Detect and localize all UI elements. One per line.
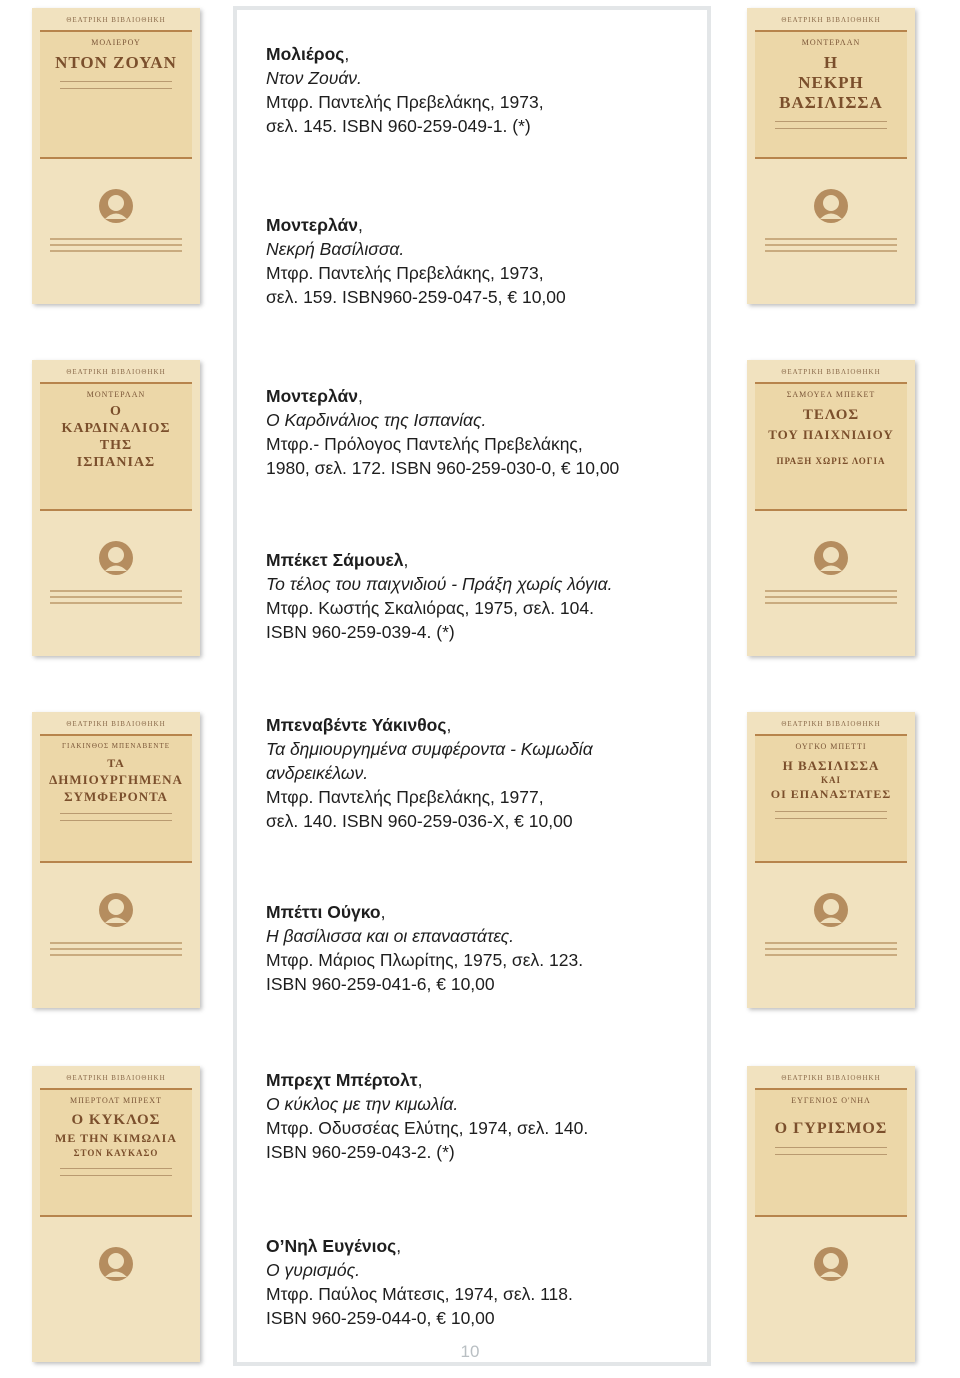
cover-author: ΣΑΜΟΥΕΛ ΜΠΕΚΕΤ xyxy=(786,390,876,399)
cover-series: ΘΕΑΤΡΙΚΗ ΒΙΒΛΙΟΘΗΚΗ xyxy=(66,720,166,728)
page-number: 10 xyxy=(440,1342,500,1362)
cover-author: ΜΟΝΤΕΡΛΑΝ xyxy=(801,38,861,47)
entry-details: ISBN 960-259-043-2. (*) xyxy=(266,1142,455,1162)
cover-title-line: ΣΤΟΝ ΚΑΥΚΑΣΟ xyxy=(73,1148,159,1158)
cover-title-line: ΟΙ ΕΠΑΝΑΣΤΑΤΕΣ xyxy=(770,787,892,801)
cover-publisher-block xyxy=(50,234,182,256)
book-entry: Μοντερλάν, Νεκρή Βασίλισσα. Μτφρ. Παντελής Πρεβελάκης, 1973, σελ. 159. ISBN960-259-047-5, € 10,00 xyxy=(266,213,666,309)
book-entry: Μοντερλάν, Ο Καρδινάλιος της Ισπανίας. Μτφρ.- Πρόλογος Παντελής Πρεβελάκης, 1980, σελ. 172. ISBN 960-259-030-0, € 10,00 xyxy=(266,384,666,480)
entry-details: Μτφρ. Κωστής Σκαλιόρας, 1975, σελ. 104. xyxy=(266,598,594,618)
entry-details: Μτφρ. Οδυσσέας Ελύτης, 1974, σελ. 140. xyxy=(266,1118,589,1138)
entry-details: Μτφρ. Παντελής Πρεβελάκης, 1973, xyxy=(266,92,544,112)
cover-title-line: ΚΑΡΔΙΝΑΛΙΟΣ xyxy=(61,421,171,436)
book-cover xyxy=(747,712,915,1008)
cover-subtitle-rule xyxy=(775,121,887,129)
cover-series: ΘΕΑΤΡΙΚΗ ΒΙΒΛΙΟΘΗΚΗ xyxy=(781,720,881,728)
cover-author: ΜΠΕΡΤΟΛΤ ΜΠΡΕΧΤ xyxy=(70,1096,162,1105)
cover-series: ΘΕΑΤΡΙΚΗ ΒΙΒΛΙΟΘΗΚΗ xyxy=(66,1074,166,1082)
cover-title-line: Ο ΓΥΡΙΣΜΟΣ xyxy=(774,1120,888,1137)
entry-title: Ο Καρδινάλιος της Ισπανίας. xyxy=(266,410,487,430)
entry-author: Μπρεχτ Μπέρτολτ xyxy=(266,1070,418,1090)
entry-title: Το τέλος του παιχνιδιού - Πράξη χωρίς λόγια. xyxy=(266,574,613,594)
cover-subtitle-rule xyxy=(60,1168,172,1176)
book-cover xyxy=(32,712,200,1008)
entry-author: Μπεναβέντε Υάκινθος xyxy=(266,715,447,735)
publisher-emblem-icon xyxy=(96,1244,136,1284)
cover-author: ΜΟΝΤΕΡΛΑΝ xyxy=(86,390,146,399)
cover-title-line: ΙΣΠΑΝΙΑΣ xyxy=(76,455,156,470)
book-cover xyxy=(32,360,200,656)
cover-publisher-block xyxy=(765,938,897,960)
entry-details: Μτφρ.- Πρόλογος Παντελής Πρεβελάκης, xyxy=(266,434,583,454)
book-entry: Μπρεχτ Μπέρτολτ, Ο κύκλος με την κιμωλία. Μτφρ. Οδυσσέας Ελύτης, 1974, σελ. 140. ISBN 960-259-043-2. (*) xyxy=(266,1068,666,1164)
entry-author: Μοντερλάν xyxy=(266,386,358,406)
entry-author: Μπέττι Ούγκο xyxy=(266,902,381,922)
cover-series: ΘΕΑΤΡΙΚΗ ΒΙΒΛΙΟΘΗΚΗ xyxy=(781,368,881,376)
entry-details: Μτφρ. Παύλος Μάτεσις, 1974, σελ. 118. xyxy=(266,1284,573,1304)
cover-title-line: ΝΕΚΡΗ ΒΑΣΙΛΙΣΣΑ xyxy=(779,73,883,112)
cover-subtitle-rule xyxy=(60,813,172,821)
entry-title: Ο κύκλος με την κιμωλία. xyxy=(266,1094,459,1114)
cover-title-line: ΜΕ ΤΗΝ ΚΙΜΩΛΙΑ xyxy=(55,1131,177,1145)
entry-title-continued: ανδρεικέλων. xyxy=(266,763,369,783)
book-cover xyxy=(747,360,915,656)
cover-title-line: Η ΒΑΣΙΛΙΣΣΑ xyxy=(782,758,880,773)
cover-title-line: ΣΥΜΦΕΡΟΝΤΑ xyxy=(64,789,168,804)
entry-title: Ο γυρισμός. xyxy=(266,1260,361,1280)
cover-title-line: ΔΗΜΙΟΥΡΓΗΜΕΝΑ xyxy=(49,772,183,787)
book-entry: Μπέκετ Σάμουελ, Το τέλος του παιχνιδιού - Πράξη χωρίς λόγια. Μτφρ. Κωστής Σκαλιόρας, 1975, σελ. 104. ISBN 960-259-039-4. (*) xyxy=(266,548,666,644)
cover-publisher-block xyxy=(765,234,897,256)
cover-title-line: ΚΑΙ xyxy=(820,775,841,785)
entry-details: Μτφρ. Παντελής Πρεβελάκης, 1973, xyxy=(266,263,544,283)
cover-subtitle-rule xyxy=(60,81,172,89)
entry-details: σελ. 140. ISBN 960-259-036-Χ, € 10,00 xyxy=(266,811,573,831)
entry-author: Μπέκετ Σάμουελ xyxy=(266,550,404,570)
entry-details: ISBN 960-259-039-4. (*) xyxy=(266,622,455,642)
entry-title: Ντον Ζουάν. xyxy=(266,68,362,88)
entry-author: Μοντερλάν xyxy=(266,215,358,235)
publisher-emblem-icon xyxy=(811,1244,851,1284)
entry-details: σελ. 145. ISBN 960-259-049-1. (*) xyxy=(266,116,531,136)
entry-title: Η βασίλισσα και οι επαναστάτες. xyxy=(266,926,514,946)
entry-details: σελ. 159. ISBN960-259-047-5, € 10,00 xyxy=(266,287,566,307)
entry-details: Μτφρ. Μάριος Πλωρίτης, 1975, σελ. 123. xyxy=(266,950,584,970)
book-cover xyxy=(747,8,915,304)
cover-author: ΟΥΓΚΟ ΜΠΕΤΤΙ xyxy=(795,742,867,751)
cover-series: ΘΕΑΤΡΙΚΗ ΒΙΒΛΙΟΘΗΚΗ xyxy=(781,16,881,24)
cover-subtitle-rule xyxy=(775,1147,887,1155)
cover-title-line: ΤΟΥ ΠΑΙΧΝΙΔΙΟΥ xyxy=(768,427,894,442)
cover-title-line: Η xyxy=(823,53,839,72)
publisher-emblem-icon xyxy=(811,186,851,226)
cover-publisher-block xyxy=(50,586,182,608)
publisher-emblem-icon xyxy=(96,890,136,930)
publisher-emblem-icon xyxy=(96,538,136,578)
entry-author: Μολιέρος xyxy=(266,44,345,64)
publisher-emblem-icon xyxy=(811,538,851,578)
book-cover xyxy=(32,8,200,304)
cover-title-line: ΤΕΛΟΣ xyxy=(802,407,860,423)
entry-details: ISBN 960-259-044-0, € 10,00 xyxy=(266,1308,495,1328)
publisher-emblem-icon xyxy=(96,186,136,226)
entry-details: Μτφρ. Παντελής Πρεβελάκης, 1977, xyxy=(266,787,544,807)
book-entry: Μπέττι Ούγκο, Η βασίλισσα και οι επαναστάτες. Μτφρ. Μάριος Πλωρίτης, 1975, σελ. 123. ISBN 960-259-041-6, € 10,00 xyxy=(266,900,666,996)
cover-author: ΜΟΛΙΕΡΟΥ xyxy=(91,38,141,47)
cover-series: ΘΕΑΤΡΙΚΗ ΒΙΒΛΙΟΘΗΚΗ xyxy=(781,1074,881,1082)
entry-details: 1980, σελ. 172. ISBN 960-259-030-0, € 10,00 xyxy=(266,458,620,478)
entry-title: Νεκρή Βασίλισσα. xyxy=(266,239,405,259)
cover-series: ΘΕΑΤΡΙΚΗ ΒΙΒΛΙΟΘΗΚΗ xyxy=(66,368,166,376)
cover-subtitle-rule xyxy=(775,811,887,819)
cover-title-line: ΤΑ xyxy=(107,756,125,770)
cover-publisher-block xyxy=(765,586,897,608)
cover-publisher-block xyxy=(50,938,182,960)
publisher-emblem-icon xyxy=(811,890,851,930)
book-cover xyxy=(747,1066,915,1362)
cover-title-line: Ο xyxy=(110,404,122,419)
cover-author: ΕΥΓΕΝΙΟΣ Ο'ΝΗΛ xyxy=(791,1096,871,1105)
cover-title-line: ΤΗΣ xyxy=(99,438,133,453)
book-entry: Μπεναβέντε Υάκινθος, Τα δημιουργημένα συμφέροντα - Κωμωδία ανδρεικέλων. Μτφρ. Παντελής Πρεβελάκης, 1977, σελ. 140. ISBN 960-259-036-Χ, € 10,00 xyxy=(266,713,666,833)
cover-title-line: ΝΤΟΝ ΖΟΥΑΝ xyxy=(55,53,177,72)
entry-author: Ο’Νηλ Ευγένιος xyxy=(266,1236,397,1256)
cover-title-line: ΠΡΑΞΗ ΧΩΡΙΣ ΛΟΓΙΑ xyxy=(776,456,886,466)
cover-series: ΘΕΑΤΡΙΚΗ ΒΙΒΛΙΟΘΗΚΗ xyxy=(66,16,166,24)
entry-details: ISBN 960-259-041-6, € 10,00 xyxy=(266,974,495,994)
book-entry: Ο’Νηλ Ευγένιος, Ο γυρισμός. Μτφρ. Παύλος Μάτεσις, 1974, σελ. 118. ISBN 960-259-044-0, € 10,00 xyxy=(266,1234,666,1330)
book-cover xyxy=(32,1066,200,1362)
cover-author: ΓΙΑΚΙΝΘΟΣ ΜΠΕΝΑΒΕΝΤΕ xyxy=(61,742,171,750)
book-entry: Μολιέρος, Ντον Ζουάν. Μτφρ. Παντελής Πρεβελάκης, 1973, σελ. 145. ISBN 960-259-049-1. (*) xyxy=(266,42,666,138)
entry-title: Τα δημιουργημένα συμφέροντα - Κωμωδία xyxy=(266,739,593,759)
cover-title-line: Ο ΚΥΚΛΟΣ xyxy=(71,1112,161,1128)
